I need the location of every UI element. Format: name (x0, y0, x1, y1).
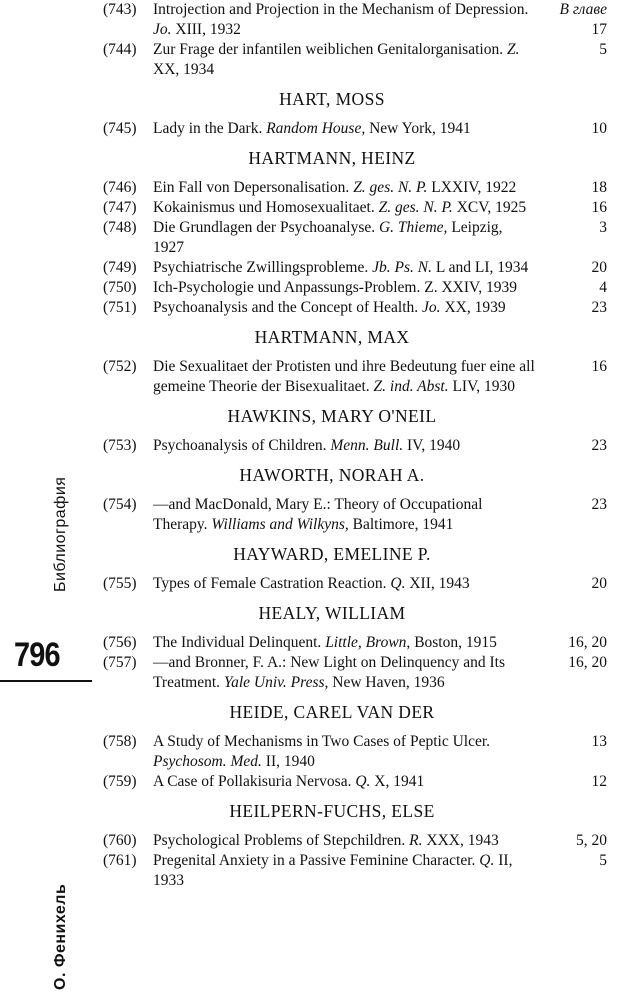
entry-number: (758) (103, 733, 137, 750)
author-heading: HARTMANN, MAX (254, 327, 410, 347)
entry-citation: Psychiatrische Zwillingsprobleme. Jb. Ps. N. L and LI, 1934 (153, 259, 529, 276)
entry-citation: —and MacDonald, Mary E.: Theory of Occupational Therapy. Williams and Wilkyns, Baltimore, 1941 (153, 496, 483, 533)
chapter-reference: 10 (591, 120, 607, 137)
bibliography-entry (103, 495, 620, 535)
bibliography-entry (103, 732, 620, 772)
entry-number: (752) (103, 358, 137, 375)
chapter-reference: 5 (599, 852, 607, 869)
chapter-reference: 4 (599, 279, 607, 296)
entry-citation: Pregenital Anxiety in a Passive Feminine Character. Q. II, 1933 (153, 852, 513, 889)
chapter-reference: 13 (591, 733, 607, 750)
chapter-reference: 23 (591, 437, 607, 454)
chapter-reference: 20 (591, 575, 607, 592)
entry-number: (743) (103, 1, 137, 18)
bibliography-entry (103, 357, 620, 397)
chapter-reference: 23 (591, 299, 607, 316)
bibliography-entry (103, 178, 620, 198)
entry-citation: A Study of Mechanisms in Two Cases of Peptic Ulcer. Psychosom. Med. II, 1940 (153, 733, 491, 770)
entry-number: (749) (103, 259, 137, 276)
chapter-reference: 3 (599, 219, 607, 236)
bibliography-entry (103, 0, 620, 40)
bibliography-entry (103, 633, 620, 653)
entry-number: (757) (103, 654, 137, 671)
chapter-reference: 5, 20 (576, 832, 607, 849)
section-title-vertical: Библиография (52, 476, 69, 592)
entry-number: (750) (103, 279, 137, 296)
entry-citation: Lady in the Dark. Random House, New York, 1941 (153, 120, 471, 137)
entry-number: (748) (103, 219, 137, 236)
author-heading: HAYWARD, EMELINE P. (233, 544, 431, 564)
entry-number: (760) (103, 832, 137, 849)
chapter-reference: 18 (591, 179, 607, 196)
bibliography-list (103, 0, 620, 891)
chapter-reference: 17 (591, 21, 607, 38)
entry-citation: Psychoanalysis and the Concept of Health. Jo. XX, 1939 (153, 299, 506, 316)
bibliography-entry (103, 278, 620, 298)
author-heading: HEILPERN-FUCHS, ELSE (229, 801, 435, 821)
author-heading: HAWORTH, NORAH A. (239, 465, 425, 485)
bibliography-entry (103, 436, 620, 456)
entry-number: (751) (103, 299, 137, 316)
page-number-rule (0, 680, 92, 682)
entry-citation: Psychoanalysis of Children. Menn. Bull. IV, 1940 (153, 437, 461, 454)
entry-citation: Introjection and Projection in the Mechanism of Depression. Jo. XIII, 1932 (153, 1, 529, 38)
author-heading: HAWKINS, MARY O'NEIL (227, 406, 437, 426)
chapter-reference: 16 (591, 199, 607, 216)
chapter-reference: 12 (591, 773, 607, 790)
entry-number: (756) (103, 634, 137, 651)
entry-number: (746) (103, 179, 137, 196)
entry-number: (753) (103, 437, 137, 454)
chapter-reference: 5 (599, 41, 607, 58)
entry-citation: —and Bronner, F. A.: New Light on Delinquency and Its Treatment. Yale Univ. Press, New Haven, 1936 (153, 654, 505, 691)
entry-number: (744) (103, 41, 137, 58)
chapter-reference: 20 (591, 259, 607, 276)
entry-citation: Die Sexualitaet der Protisten und ihre Bedeutung fuer eine all gemeine Theorie der Bisexualitaet. Z. ind. Abst. LIV, 1930 (153, 358, 535, 395)
bibliography-entry (103, 40, 620, 80)
entry-citation: Psychological Problems of Stepchildren. R. XXX, 1943 (153, 832, 499, 849)
entry-citation: Zur Frage der infantilen weiblichen Genitalorganisation. Z. XX, 1934 (153, 41, 520, 78)
bibliography-entry (103, 218, 620, 258)
book-author-vertical: О. Фенихель (52, 883, 69, 990)
bibliography-entry (103, 198, 620, 218)
entry-number: (759) (103, 773, 137, 790)
author-heading: HEIDE, CAREL VAN DER (229, 702, 435, 722)
chapter-reference: 16, 20 (568, 654, 607, 671)
bibliography-entry (103, 772, 620, 792)
entry-citation: The Individual Delinquent. Little, Brown, Boston, 1915 (153, 634, 497, 651)
entry-citation: Types of Female Castration Reaction. Q. XII, 1943 (153, 575, 470, 592)
bibliography-entry (103, 119, 620, 139)
bibliography-entry (103, 831, 620, 851)
entry-number: (755) (103, 575, 137, 592)
bibliography-entry (103, 298, 620, 318)
entry-number: (745) (103, 120, 137, 137)
entry-citation: Die Grundlagen der Psychoanalyse. G. Thieme, Leipzig, 1927 (153, 219, 503, 256)
chapter-column-header: В главе (559, 1, 607, 18)
entry-number: (754) (103, 496, 137, 513)
author-heading: HART, MOSS (279, 89, 385, 109)
chapter-reference: 16, 20 (568, 634, 607, 651)
author-heading: HEALY, WILLIAM (258, 603, 406, 623)
entry-citation: Ein Fall von Depersonalisation. Z. ges. N. P. LXXIV, 1922 (153, 179, 517, 196)
bibliography-entry (103, 851, 620, 891)
entry-citation: Ich-Psychologie und Anpassungs-Problem. Z. XXIV, 1939 (153, 279, 517, 296)
entry-citation: Kokainismus und Homosexualitaet. Z. ges. N. P. XCV, 1925 (153, 199, 527, 216)
entry-citation: A Case of Pollakisuria Nervosa. Q. X, 1941 (153, 773, 425, 790)
chapter-reference: 16 (591, 358, 607, 375)
page-number: 796 (14, 636, 60, 674)
bibliography-entry (103, 574, 620, 594)
chapter-reference: 23 (591, 496, 607, 513)
bibliography-entry (103, 258, 620, 278)
bibliography-entry (103, 653, 620, 693)
entry-number: (747) (103, 199, 137, 216)
author-heading: HARTMANN, HEINZ (248, 148, 416, 168)
entry-number: (761) (103, 852, 137, 869)
